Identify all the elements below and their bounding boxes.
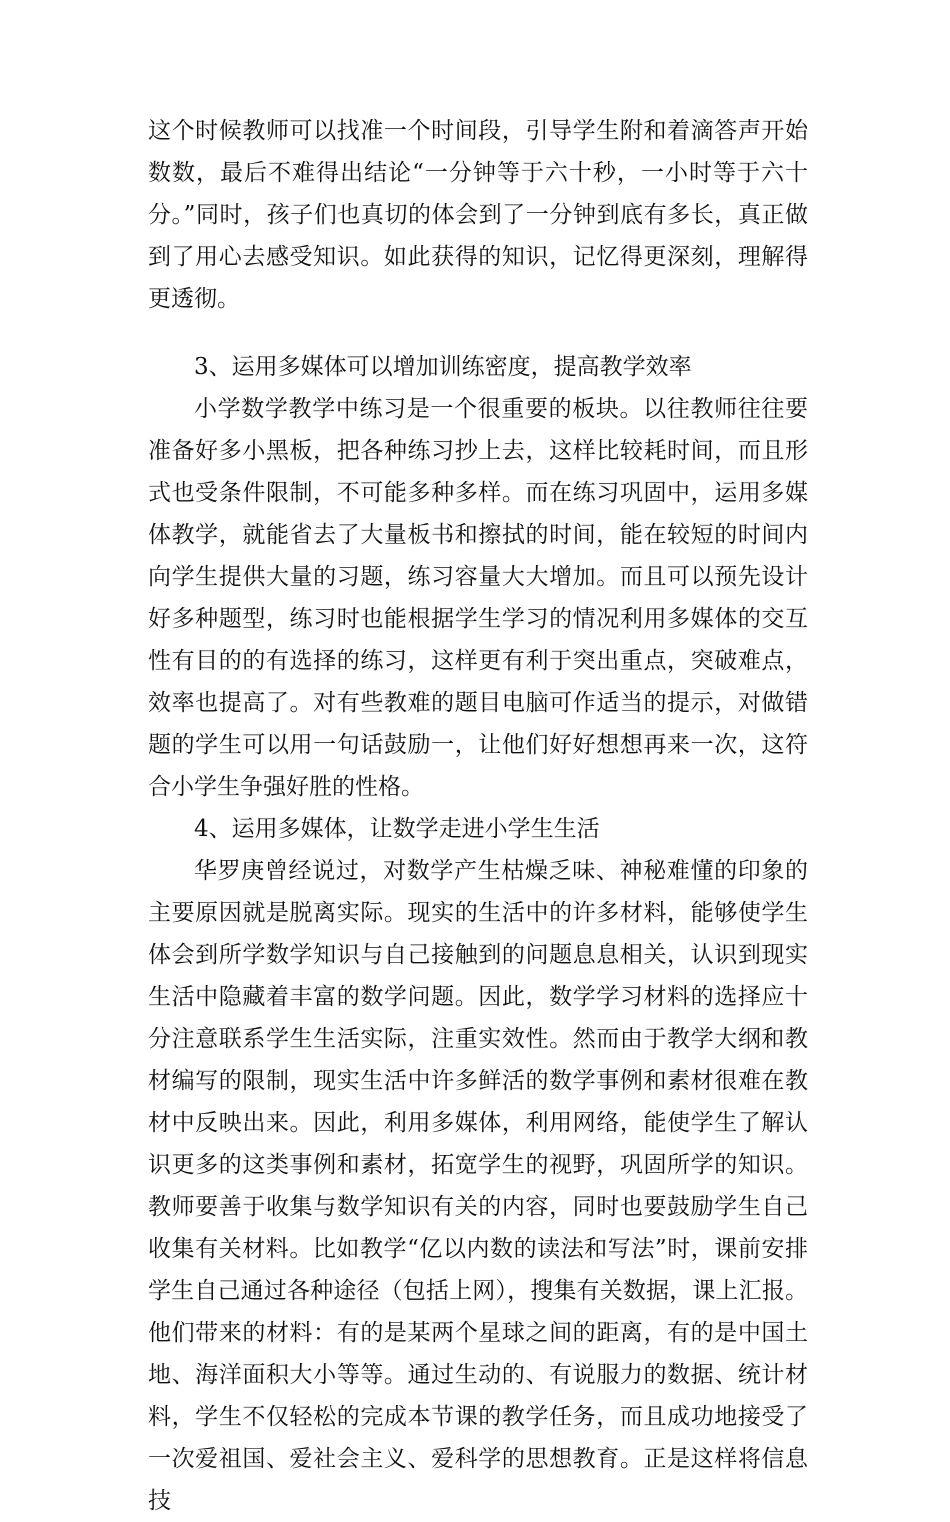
body-text — [148, 110, 808, 1522]
paragraph-practice: 小学数学教学中练习是一个很重要的板块。以往教师往往要准备好多小黑板，把各种练习抄上去，这样比较耗时间，而且形式也受条件限制，不可能多种多样。而在练习巩固中，运用多媒体教学，就能省去了大量板书和擦拭的时间，能在较短的时间内向学生提供大量的习题，练习容量大大增加。而且可以预先设计好多种题型，练习时也能根据学生学习的情况利用多媒体的交互性有目的的有选择的练习，这样更有利于突出重点，突破难点，效率也提高了。对有些教难的题目电脑可作适当的提示，对做错题的学生可以用一句话鼓励一，让他们好好想想再来一次，这符合小学生争强好胜的性格。 — [148, 396, 808, 800]
paragraph-continuation: 这个时候教师可以找准一个时间段，引导学生附和着滴答声开始数数，最后不难得出结论“一分钟等于六十秒，一小时等于六十分。”同时，孩子们也真切的体会到了一分钟到底有多长，真正做到了用心去感受知识。如此获得的知识，记忆得更深刻，理解得更透彻。 — [148, 118, 808, 312]
section-heading-3: 3、运用多媒体可以增加训练密度，提高教学效率 — [194, 354, 692, 380]
section-heading-4: 4、运用多媒体，让数学走进小学生生活 — [194, 816, 600, 842]
paragraph-life: 华罗庚曾经说过，对数学产生枯燥乏味、神秘难懂的印象的主要原因就是脱离实际。现实的生活中的许多材料，能够使学生体会到所学数学知识与自己接触到的问题息息相关，认识到现实生活中隐藏着丰富的数学问题。因此，数学学习材料的选择应十分注意联系学生生活实际，注重实效性。然而由于教学大纲和教材编写的限制，现实生活中许多鲜活的数学事例和素材很难在教材中反映出来。因此，利用多媒体，利用网络，能使学生了解认识更多的这类事例和素材，拓宽学生的视野，巩固所学的知识。教师要善于收集与数学知识有关的内容，同时也要鼓励学生自己收集有关材料。比如教学“亿以内数的读法和写法”时，课前安排学生自己通过各种途径（包括上网），搜集有关数据，课上汇报。他们带来的材料：有的是某两个星球之间的距离，有的是中国土地、海洋面积大小等等。通过生动的、有说服力的数据、统计材料，学生不仅轻松的完成本节课的教学任务，而且成功地接受了一次爱祖国、爱社会主义、爱科学的思想教育。正是这样将信息技 — [148, 858, 808, 1514]
paragraph-gap — [148, 320, 808, 346]
